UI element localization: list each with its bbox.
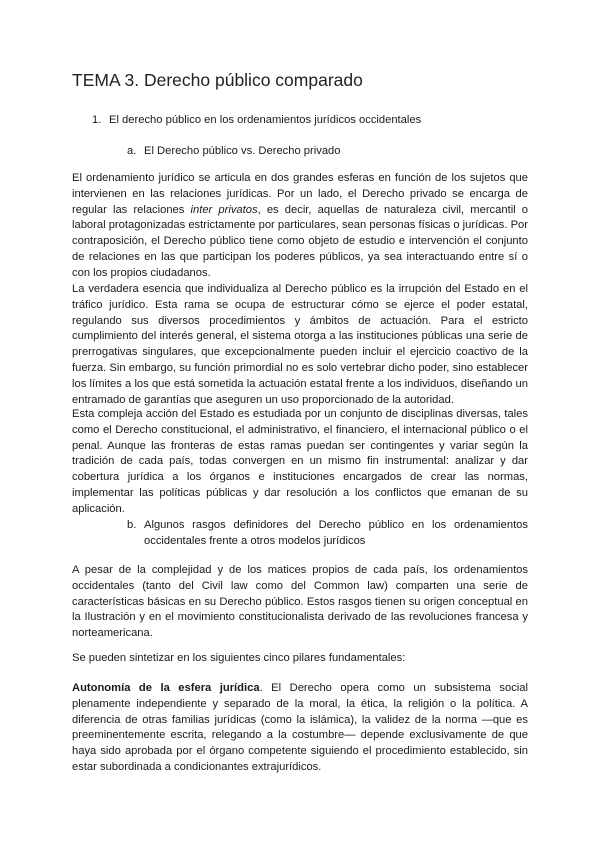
paragraph-1 bbox=[72, 171, 528, 282]
subsection-letter: a. bbox=[127, 145, 137, 157]
paragraph-4: A pesar de la complejidad y de los matices propios de cada país, los ordenamientos occidentales (tanto del Civil law como del Common law) comparten una serie de características básicas en su Derecho público. Estos rasgos tienen su origen conceptual en la Ilustración y en el movimiento constitucionalista derivado de las revoluciones francesa y norteamericana. bbox=[72, 564, 528, 640]
paragraph-6-text: . El Derecho opera como un subsistema social plenamente independiente y separado de la moral, la ética, la religión o la política. A diferencia de otras familias jurídicas (como la islámica), la validez de la norma —que es preeminentemente escrita, relegando a la costumbre— depende exclusivamente de que haya sido aprobada por el órgano competente siguiendo el procedimiento establecido, sin estar subordinada a condicionantes extrajurídicos. bbox=[72, 682, 528, 773]
paragraph-6-bold: Autonomía de la esfera jurídica bbox=[72, 682, 260, 694]
paragraph-1-text-b: , es decir, aquellas de naturaleza civil, mercantil o laboral protagonizadas estrictamente por particulares, sean personas físicas o jurídicas. Por contraposición, el Derecho público tiene como objeto de estudio e intervención el conjunto de relaciones en las que participan los poderes públicos, ya sea interactuando entre sí o con los propios ciudadanos. bbox=[72, 203, 529, 279]
page-title: TEMA 3. Derecho público comparado bbox=[72, 70, 363, 90]
subsection-title: El Derecho público vs. Derecho privado bbox=[144, 145, 341, 157]
paragraph-6 bbox=[72, 681, 528, 776]
subsection-letter: b. bbox=[127, 519, 137, 531]
section-number: 1. bbox=[92, 114, 102, 126]
paragraph-1-text-a: El ordenamiento jurídico se articula en dos grandes esferas en función de los sujetos que intervienen en las relaciones jurídicas. Por un lado, el Derecho privado se encarga de regular las relaciones bbox=[72, 172, 528, 216]
subsection-heading-a bbox=[127, 145, 341, 157]
section-title: El derecho público en los ordenamientos jurídicos occidentales bbox=[109, 114, 422, 126]
subsection-title: Algunos rasgos definidores del Derecho público en los ordenamientos occidentales frente a otros modelos jurídicos bbox=[144, 519, 528, 547]
section-heading-1 bbox=[92, 114, 421, 126]
subsection-heading-b bbox=[127, 518, 528, 550]
paragraph-5: Se pueden sintetizar en los siguientes cinco pilares fundamentales: bbox=[72, 652, 406, 664]
paragraph-1-italic: inter privatos bbox=[190, 203, 258, 216]
paragraph-3: Esta compleja acción del Estado es estudiada por un conjunto de disciplinas diversas, tales como el Derecho constitucional, el administrativo, el financiero, el internacional público o el penal. Aunque las fronteras de estas ramas puedan ser contingentes y variar según la tradición de cada país, todas convergen en un mismo fin instrumental: analizar y dar cobertura jurídica a los órganos e instituciones encargados de crear las normas, implementar las políticas públicas y dar resolución a los conflictos que emanan de su aplicación. bbox=[72, 408, 528, 515]
paragraph-2: La verdadera esencia que individualiza al Derecho público es la irrupción del Estado en el tráfico jurídico. Esta rama se ocupa de estructurar cómo se ejerce el poder estatal, regulando sus diversos procedimientos y ámbitos de actuación. Para el estricto cumplimiento del interés general, el sistema otorga a las instituciones públicas una serie de prerrogativas singulares, que excepcionalmente pueden incluir el ejercicio coactivo de la fuerza. Sin embargo, su función primordial no es solo vertebrar dicho poder, sino establecer los límites a los que está sometida la actuación estatal frente a los individuos, diseñando un entramado de garantías que aseguren un uso proporcionado de la autoridad. bbox=[72, 283, 528, 406]
